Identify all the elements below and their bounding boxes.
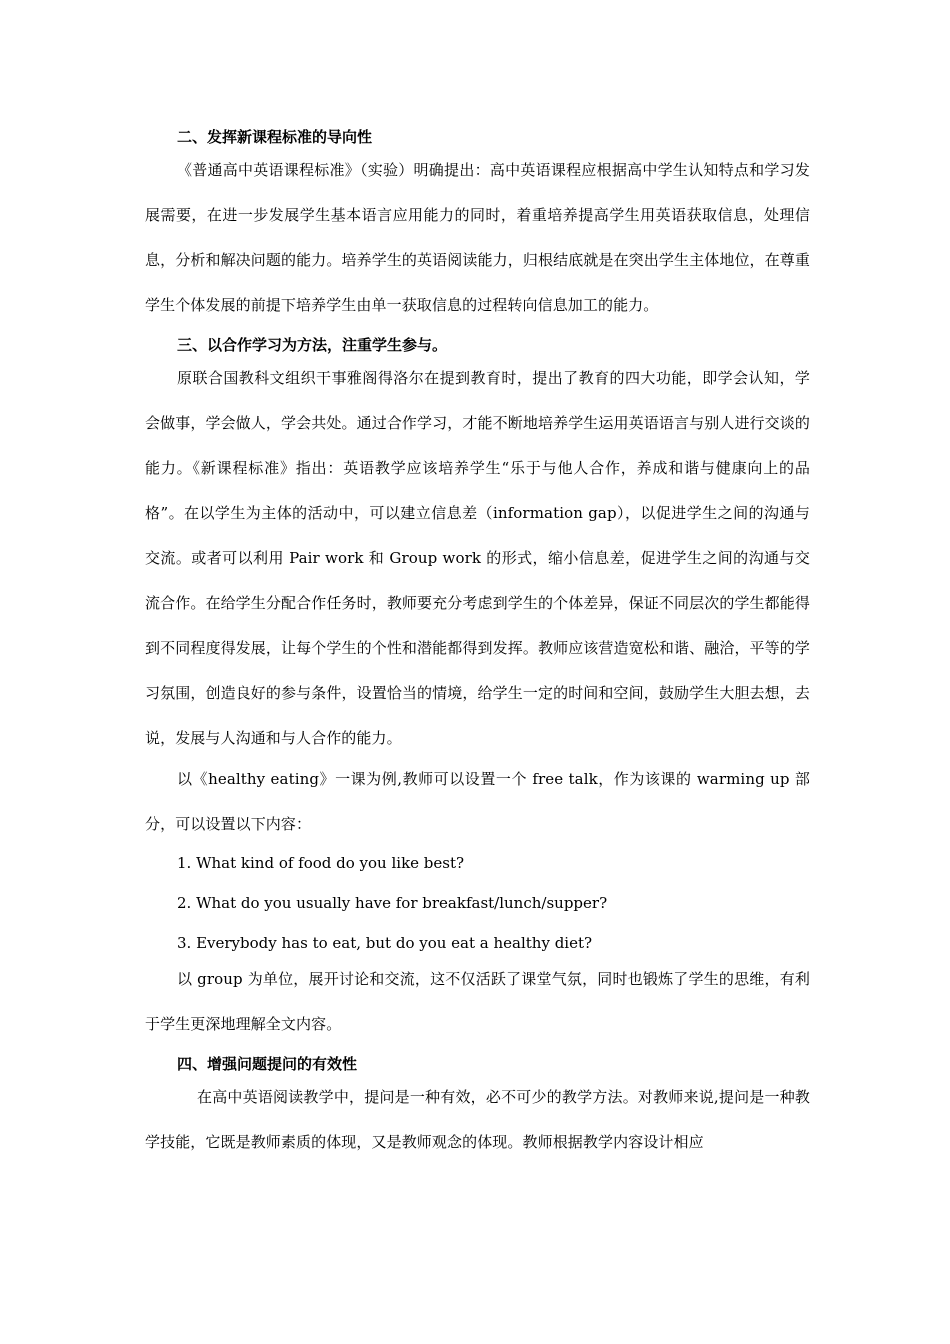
document-body [145,122,810,1165]
paragraph: 在高中英语阅读教学中，提问是一种有效，必不可少的教学方法。对教师来说,提问是一种教学技能，它既是教师素质的体现，又是教师观念的体现。教师根据教学内容设计相应 [145,1088,810,1151]
list-item: 2. What do you usually have for breakfast/lunch/supper? [177,894,608,912]
list-item: 1. What kind of food do you like best? [177,854,465,872]
list-item: 3. Everybody has to eat, but do you eat a healthy diet? [177,934,593,952]
paragraph: 《普通高中英语课程标准》（实验）明确提出：高中英语课程应根据高中学生认知特点和学习发展需要，在进一步发展学生基本语言应用能力的同时，着重培养提高学生用英语获取信息，处理信息，分析和解决问题的能力。培养学生的英语阅读能力，归根结底就是在突出学生主体地位，在尊重学生个体发展的前提下培养学生由单一获取信息的过程转向信息加工的能力。 [145,161,810,314]
paragraph: 以《healthy eating》一课为例,教师可以设置一个 free talk，作为该课的 warming up 部分，可以设置以下内容： [145,770,810,833]
section-heading: 二、发挥新课程标准的导向性 [177,128,373,146]
section-heading: 四、增强问题提问的有效性 [177,1055,358,1073]
paragraph: 以 group 为单位，展开讨论和交流，这不仅活跃了课堂气氛，同时也锻炼了学生的思维，有利于学生更深地理解全文内容。 [145,970,810,1033]
section-heading: 三、以合作学习为方法，注重学生参与。 [177,336,448,354]
paragraph: 原联合国教科文组织干事雅阁得洛尔在提到教育时，提出了教育的四大功能，即学会认知，学会做事，学会做人，学会共处。通过合作学习，才能不断地培养学生运用英语语言与别人进行交谈的能力。《新课程标准》指出：英语教学应该培养学生“乐于与他人合作，养成和谐与健康向上的品格”。在以学生为主体的活动中，可以建立信息差（information gap），以促进学生之间的沟通与交流。或者可以利用 Pair work 和 Group work 的形式，缩小信息差，促进学生之间的沟通与交流合作。在给学生分配合作任务时，教师要充分考虑到学生的个体差异，保证不同层次的学生都能得到不同程度得发展，让每个学生的个性和潜能都得到发挥。教师应该营造宽松和谐、融洽，平等的学习氛围，创造良好的参与条件，设置恰当的情境，给学生一定的时间和空间，鼓励学生大胆去想，去说，发展与人沟通和与人合作的能力。 [145,369,810,747]
